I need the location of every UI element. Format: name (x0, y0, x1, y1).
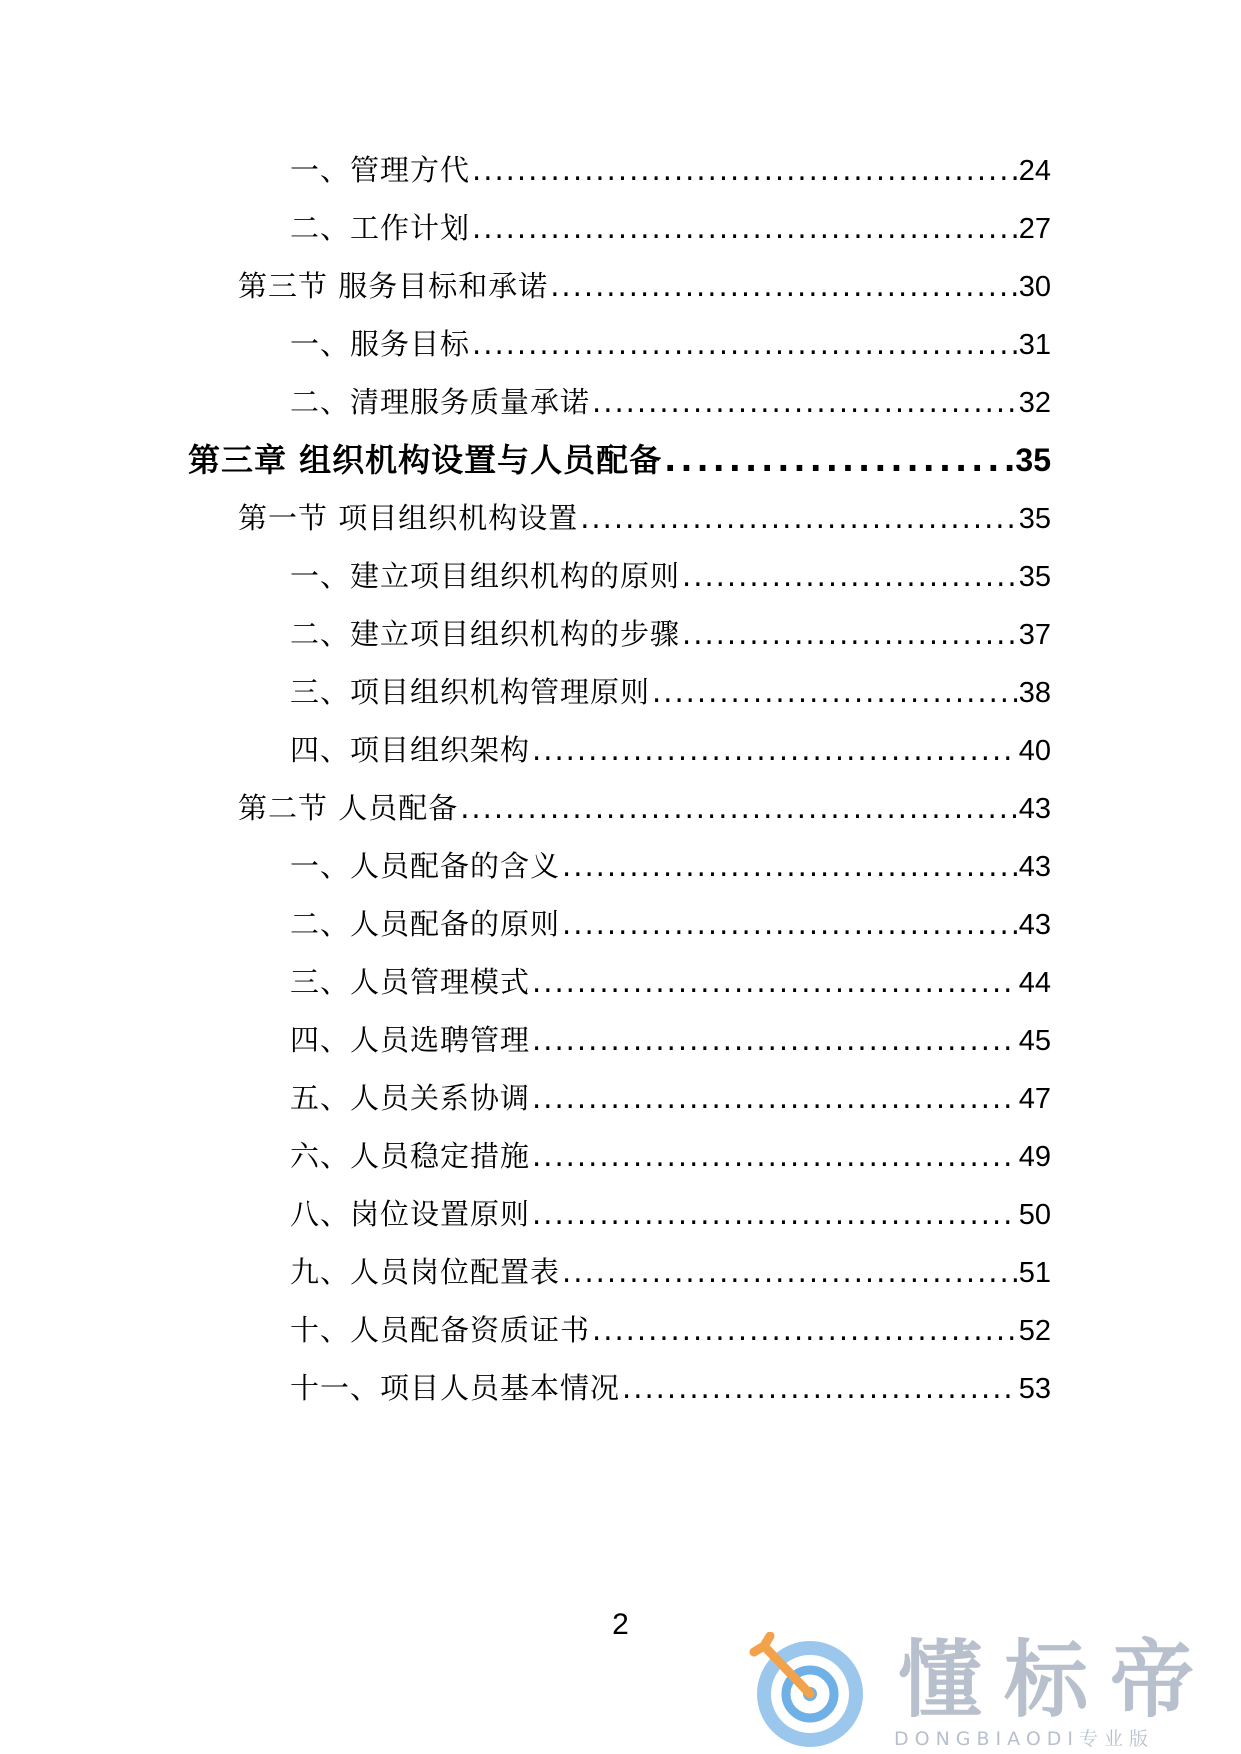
toc-entry[interactable] (290, 612, 1051, 656)
toc-leader-dots (532, 1192, 1017, 1236)
toc-entry-title: 三、项目组织机构管理原则 (290, 675, 651, 709)
toc-entry[interactable] (290, 670, 1051, 714)
toc-leader-dots (682, 612, 1017, 656)
toc-leader-dots (682, 554, 1017, 598)
toc-leader-dots (460, 786, 1017, 830)
toc-leader-dots (562, 902, 1017, 946)
toc-entry[interactable] (290, 380, 1051, 424)
toc-leader-dots (532, 1076, 1017, 1120)
toc-entry-title: 八、岗位设置原则 (290, 1197, 531, 1231)
toc-entry-title: 一、管理方代 (290, 153, 471, 187)
watermark-brand-title: 懂标帝 (898, 1631, 1217, 1729)
toc-entry-page: 44 (1018, 967, 1051, 999)
toc-entry-page: 32 (1018, 387, 1051, 419)
toc-entry-title: 四、人员选聘管理 (290, 1023, 531, 1057)
toc-entry-page: 35 (1015, 442, 1051, 478)
toc-entry-title: 一、服务目标 (290, 327, 471, 361)
toc-entry[interactable] (290, 1366, 1051, 1410)
toc-entry-page: 50 (1018, 1199, 1051, 1231)
toc-leader-dots (550, 264, 1017, 308)
target-logo-icon (744, 1632, 874, 1750)
toc-leader-dots (562, 844, 1017, 888)
toc-leader-dots (532, 728, 1017, 772)
page-number: 2 (612, 1608, 629, 1641)
toc-entry[interactable] (290, 1250, 1051, 1294)
toc-entry[interactable] (290, 1076, 1051, 1120)
toc-entry-page: 40 (1018, 735, 1051, 767)
toc-chapter-entry[interactable] (188, 438, 1051, 482)
toc-entry-page: 49 (1018, 1141, 1051, 1173)
toc-entry-page: 45 (1018, 1025, 1051, 1057)
toc-entry[interactable] (290, 728, 1051, 772)
toc-leader-dots (622, 1366, 1017, 1410)
toc-entry-page: 24 (1018, 155, 1051, 187)
toc-entry-title: 二、清理服务质量承诺 (290, 385, 591, 419)
toc-entry-title: 十、人员配备资质证书 (290, 1313, 591, 1347)
toc-entry[interactable] (290, 1192, 1051, 1236)
toc-entry-title: 一、人员配备的含义 (290, 849, 561, 883)
toc-entry-title: 二、工作计划 (290, 211, 471, 245)
toc-entry-title: 三、人员管理模式 (290, 965, 531, 999)
toc-entry-title: 二、建立项目组织机构的步骤 (290, 617, 681, 651)
toc-entry-page: 47 (1018, 1083, 1051, 1115)
toc-entry-title: 第一节 项目组织机构设置 (238, 501, 579, 535)
toc-leader-dots (664, 438, 1013, 482)
toc-leader-dots (472, 148, 1017, 192)
toc-leader-dots (592, 1308, 1017, 1352)
toc-entry-page: 35 (1018, 503, 1051, 535)
toc-entry-title: 十一、项目人员基本情况 (290, 1371, 621, 1405)
toc-entry[interactable] (290, 902, 1051, 946)
toc-leader-dots (652, 670, 1017, 714)
toc-entry[interactable] (238, 264, 1051, 308)
toc-leader-dots (580, 496, 1017, 540)
toc-entry-page: 43 (1018, 793, 1051, 825)
toc-entry-page: 38 (1018, 677, 1051, 709)
toc-entry-page: 30 (1018, 271, 1051, 303)
toc-entry[interactable] (290, 148, 1051, 192)
toc-entry-page: 31 (1018, 329, 1051, 361)
toc-entry[interactable] (290, 1308, 1051, 1352)
toc-entry-title: 第三章 组织机构设置与人员配备 (188, 441, 663, 479)
toc-entry-title: 九、人员岗位配置表 (290, 1255, 561, 1289)
toc-entry[interactable] (290, 322, 1051, 366)
toc-leader-dots (592, 380, 1017, 424)
toc-entry-page: 35 (1018, 561, 1051, 593)
toc-entry[interactable] (290, 1018, 1051, 1062)
toc-entry-page: 43 (1018, 909, 1051, 941)
toc-entry-title: 五、人员关系协调 (290, 1081, 531, 1115)
toc-entry-title: 二、人员配备的原则 (290, 907, 561, 941)
toc-entry-page: 53 (1018, 1373, 1051, 1405)
watermark (744, 1632, 1224, 1750)
toc-entry-page: 27 (1018, 213, 1051, 245)
toc-entry-page: 37 (1018, 619, 1051, 651)
toc-entry-title: 第二节 人员配备 (238, 791, 459, 825)
toc-entry[interactable] (290, 554, 1051, 598)
toc-entry-title: 四、项目组织架构 (290, 733, 531, 767)
toc-entry-title: 六、人员稳定措施 (290, 1139, 531, 1173)
toc-entry[interactable] (290, 1134, 1051, 1178)
toc-entry-title: 第三节 服务目标和承诺 (238, 269, 549, 303)
toc-leader-dots (532, 1134, 1017, 1178)
watermark-brand-subtitle: DONGBIAODI专业版 (894, 1728, 1155, 1750)
toc-leader-dots (562, 1250, 1017, 1294)
toc-leader-dots (532, 1018, 1017, 1062)
toc-leader-dots (532, 960, 1017, 1004)
toc-entry[interactable] (290, 960, 1051, 1004)
toc-entry[interactable] (238, 786, 1051, 830)
toc-entry-title: 一、建立项目组织机构的原则 (290, 559, 681, 593)
toc-entry[interactable] (238, 496, 1051, 540)
toc-leader-dots (472, 322, 1017, 366)
toc-entry[interactable] (290, 844, 1051, 888)
toc-entry-page: 52 (1018, 1315, 1051, 1347)
toc-entry-page: 43 (1018, 851, 1051, 883)
toc-leader-dots (472, 206, 1017, 250)
toc-entry[interactable] (290, 206, 1051, 250)
toc-entry-page: 51 (1018, 1257, 1051, 1289)
